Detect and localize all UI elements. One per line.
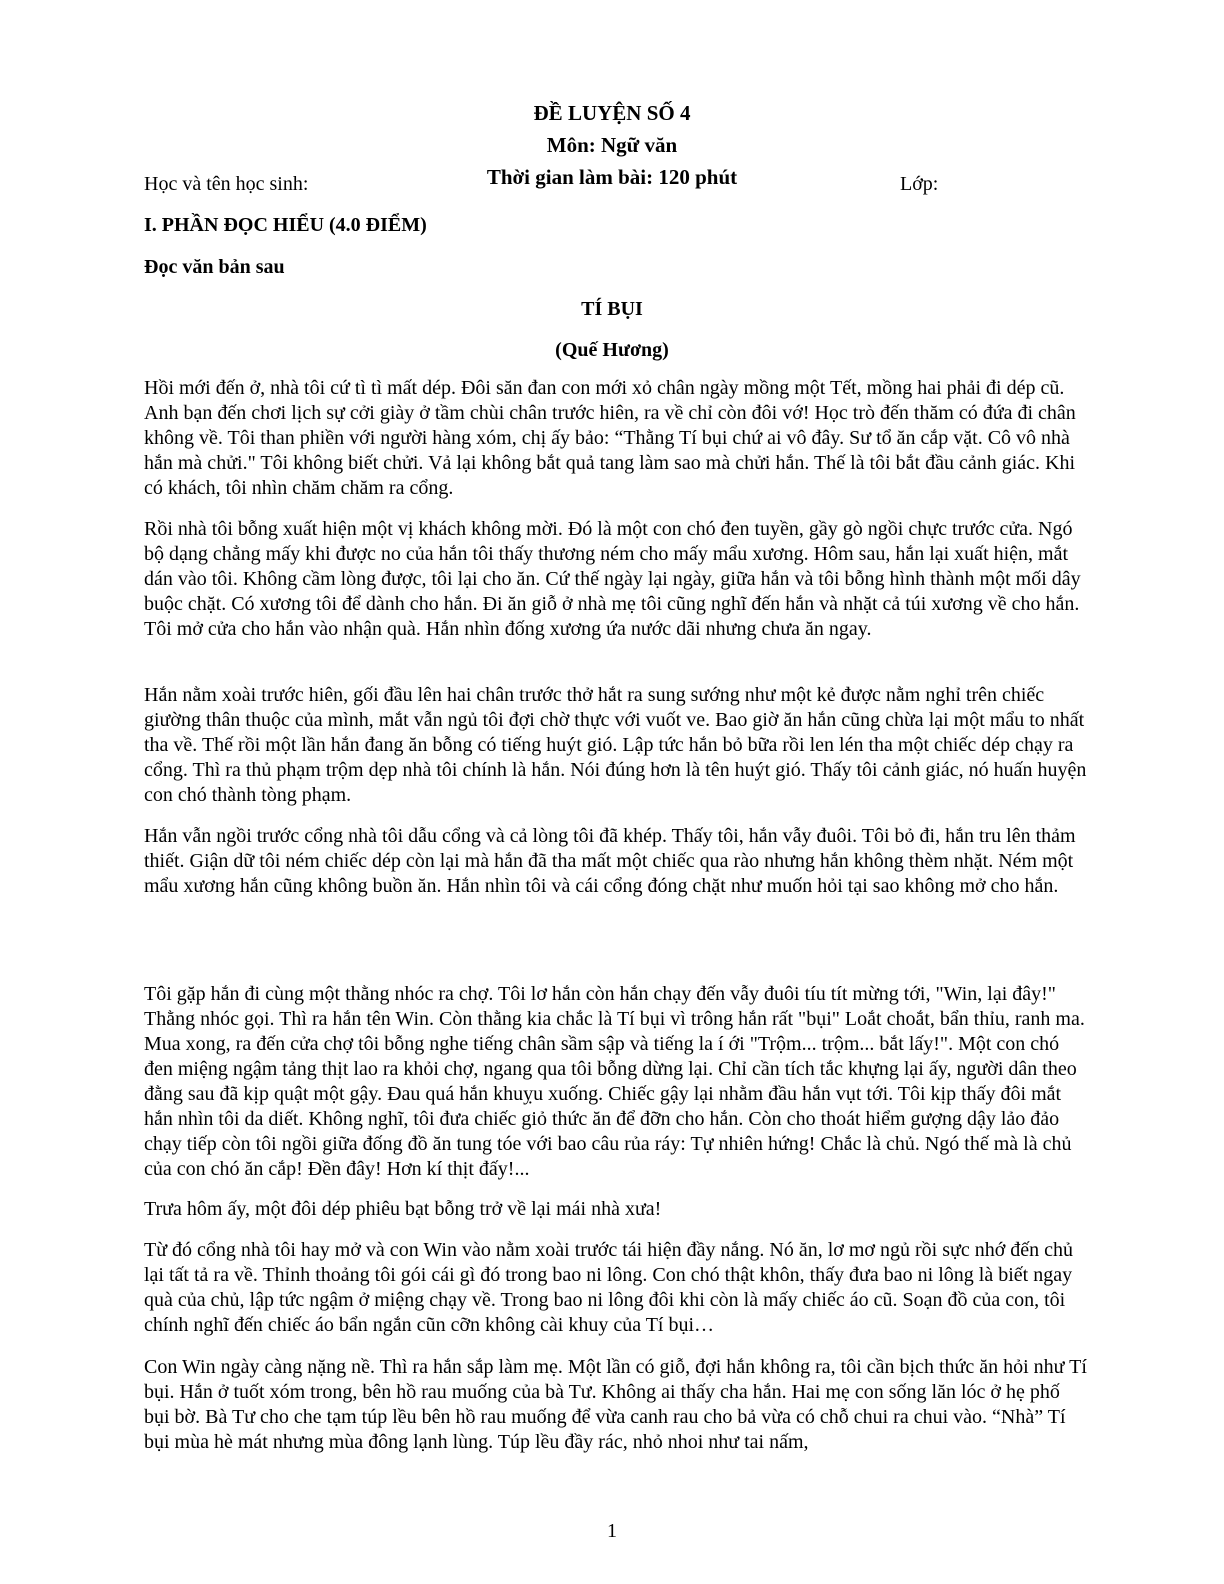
subject-line: Môn: Ngữ văn	[546, 133, 678, 157]
page-number: 1	[607, 1520, 617, 1542]
story-paragraph: Rồi nhà tôi bỗng xuất hiện một vị khách không mời. Đó là một con chó đen tuyền, gầy gò ngồi chực trước cửa. Ngó bộ dạng chẳng mấy khi được no của hắn tôi thấy thương ném cho mấy mẩu xương. Hôm sau, hắn lại xuất hiện, mắt dán vào tôi. Không cầm lòng được, tôi lại cho ăn. Cứ thế ngày lại ngày, giữa hắn và tôi bỗng hình thành một mối dây buộc chặt. Có xương tôi để dành cho hắn. Đi ăn giỗ ở nhà mẹ tôi cũng nghĩ đến hắn và nhặt cả túi xương về cho hắn. Tôi mở cửa cho hắn vào nhận quà. Hắn nhìn đống xương ứa nước dãi nhưng chưa ăn ngay.	[144, 518, 1081, 640]
section-heading: I. PHẦN ĐỌC HIỂU (4.0 ĐIỂM)	[144, 214, 427, 236]
story-title: TÍ BỤI	[581, 298, 643, 320]
story-paragraph: Từ đó cổng nhà tôi hay mở và con Win vào nằm xoài trước tái hiện đầy nắng. Nó ăn, lơ mơ ngủ rồi sực nhớ đến chủ lại tất tả ra về. Thỉnh thoảng tôi gói cái gì đó trong bao ni lông. Con chó thật khôn, thấy đưa bao ni lông là biết ngay quà của chủ, lập tức ngậm ở miệng chạy về. Trong bao ni lông đôi khi còn là mấy chiếc áo cũ. Soạn đồ của con, tôi chính nghĩ đến chiếc áo bẩn ngắn cũn cỡn không cài khuy của Tí bụi…	[144, 1239, 1074, 1336]
story-paragraph: Hồi mới đến ở, nhà tôi cứ tì tì mất dép. Đôi săn đan con mới xỏ chân ngày mồng một Tết, mồng hai phải đi dép cũ. Anh bạn đến chơi lịch sự cởi giày ở tầm chùi chân trước hiên, ra về chỉ còn đôi vớ! Học trò đến thăm có đứa đi chân không về. Tôi than phiền với người hàng xóm, chị ấy bảo: “Thằng Tí bụi chứ ai vô đây. Sư tổ ăn cắp vặt. Cô vô nhà hắn mà chửi." Tôi không biết chửi. Vả lại không bắt quả tang làm sao mà chửi hắn. Thế là tôi bắt đầu cảnh giác. Khi có khách, tôi nhìn chăm chăm ra cổng.	[144, 377, 1076, 499]
story-paragraph: Hắn vẫn ngồi trước cổng nhà tôi dẫu cổng và cả lòng tôi đã khép. Thấy tôi, hắn vẫy đuôi. Tôi bỏ đi, hắn tru lên thảm thiết. Giận dữ tôi ném chiếc dép còn lại mà hắn đã tha mất một chiếc qua rào nhưng hắn không thèm nhặt. Ném một mẩu xương hắn cũng không buồn ăn. Hắn nhìn tôi và cái cổng đóng chặt như muốn hỏi tại sao không mở cho hắn.	[144, 825, 1076, 897]
story-paragraph: Tôi gặp hắn đi cùng một thằng nhóc ra chợ. Tôi lơ hắn còn hắn chạy đến vẫy đuôi tíu tít mừng tới, "Win, lại đây!" Thằng nhóc gọi. Thì ra hắn tên Win. Còn thằng kia chắc là Tí bụi vì trông hắn rất "bụi" Loắt choắt, bẩn thỉu, ranh ma. Mua xong, ra đến cửa chợ tôi bỗng nghe tiếng chân sầm sập và tiếng la í ới "Trộm... trộm... bắt lấy!". Một con chó đen miệng ngậm tảng thịt lao ra khỏi chợ, ngang qua tôi bỗng dừng lại. Chỉ cần tích tắc khựng lại ấy, người dân theo đằng sau đã kịp quật một gậy. Đau quá hắn khuỵu xuống. Chiếc gậy lại nhằm đầu hắn vụt tới. Tôi kịp thấy đôi mắt hắn nhìn tôi da diết. Không nghĩ, tôi đưa chiếc giỏ thức ăn để đỡn cho hắn. Còn cho thoát hiểm gượng dậy lảo đảo chạy tiếp còn tôi ngồi giữa đống đồ ăn tung tóe với bao câu rủa ráy: Tự nhiên hứng! Chắc là chủ. Ngó thế mà là chủ của con chó ăn cắp! Đền đây! Hơn kí thịt đấy!...	[144, 983, 1085, 1180]
exam-title: ĐỀ LUYỆN SỐ 4	[533, 101, 691, 125]
story-author: (Quế Hương)	[555, 339, 669, 361]
student-name-label: Học và tên học sinh:	[144, 173, 309, 195]
story-paragraph: Con Win ngày càng nặng nề. Thì ra hắn sắp làm mẹ. Một lần có giỗ, đợi hắn không ra, tôi cần bịch thức ăn hỏi như Tí bụi. Hắn ở tuốt xóm trong, bên hồ rau muống của bà Tư. Không ai thấy cha hắn. Hai mẹ con sống lăn lóc ở hẹ phố bụi bờ. Bà Tư cho che tạm túp lều bên hồ rau muống để vừa canh rau cho bả vừa có chỗ chui ra chui vào. “Nhà” Tí bụi mùa hè mát nhưng mùa đông lạnh lùng. Túp lều đầy rác, nhỏ nhoi như tai nấm,	[144, 1356, 1087, 1453]
class-label: Lớp:	[900, 173, 939, 195]
section-instruction: Đọc văn bản sau	[144, 256, 285, 278]
time-line: Thời gian làm bài: 120 phút	[486, 165, 738, 189]
story-paragraph: Hắn nằm xoài trước hiên, gối đầu lên hai chân trước thở hắt ra sung sướng như một kẻ được nằm nghỉ trên chiếc giường thân thuộc của mình, mắt vẫn ngủ tôi đợi chờ thực với vuốt ve. Bao giờ ăn hắn cũng chừa lại một mẩu to nhất tha về. Thế rồi một lần hắn đang ăn bỗng có tiếng huýt gió. Lập tức hắn bỏ bữa rồi len lén tha một chiếc dép chạy ra cổng. Thì ra thủ phạm trộm dẹp nhà tôi chính là hắn. Nói đúng hơn là tên huýt gió. Thấy tôi cảnh giác, nó huấn huyện con chó thành tòng phạm.	[144, 684, 1087, 806]
story-paragraph: Trưa hôm ấy, một đôi dép phiêu bạt bỗng trở về lại mái nhà xưa!	[144, 1198, 662, 1220]
